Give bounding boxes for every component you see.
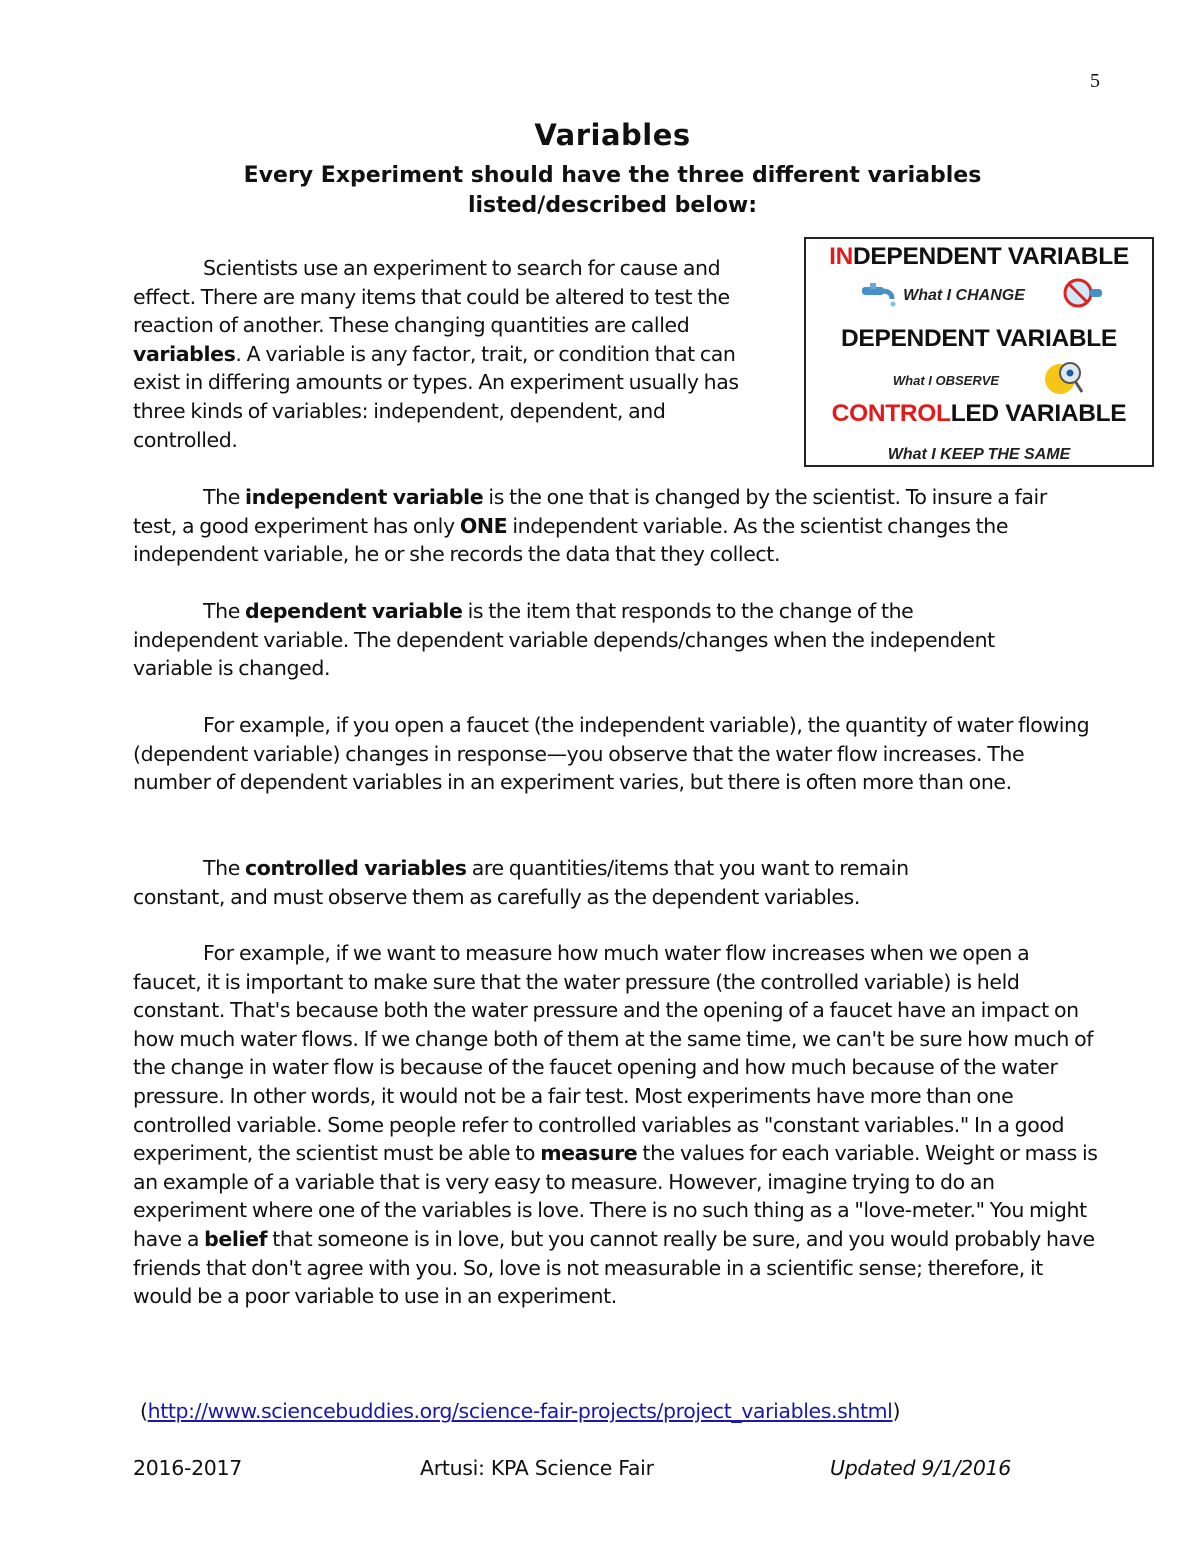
example-paragraph-2: [133, 939, 1098, 1311]
variables-infobox: [804, 237, 1154, 467]
example-2-text-2: the values for each variable. Weight or mass is an example of a variable that is very easy to measure. However, imagine trying to do an experiment where one of the variables is love. There is no such thing as a "love-meter." You might have a: [133, 1141, 1098, 1251]
example-2-bold-belief: belief: [204, 1226, 268, 1251]
independent-heading-red: IN: [829, 243, 853, 270]
intro-paragraph: [133, 254, 773, 454]
example-1-text: For example, if you open a faucet (the independent variable), the quantity of water flowing (dependent variable) changes in response—you observe that the water flow increases. The number of dependent variables in an experiment varies, but there is often more than one.: [133, 713, 1090, 795]
controlled-variable-heading: [806, 400, 1152, 428]
page-title: Variables: [534, 118, 691, 152]
footer-title: Artusi: KPA Science Fair: [420, 1456, 654, 1480]
citation: [140, 1399, 900, 1423]
footer-year: 2016-2017: [133, 1456, 243, 1480]
controlled-text-1: The: [203, 856, 246, 880]
independent-bold-one: ONE: [459, 513, 508, 538]
subtitle-line-2: listed/described below:: [467, 193, 758, 218]
magnifier-emoji-icon: [1042, 359, 1086, 397]
example-2-text-3: that someone is in love, but you cannot really be sure, and you would probably have friends that don't agree with you. So, love is not measurable in a scientific sense; therefore, it would be a poor variable to use in an experiment.: [133, 1226, 1095, 1309]
citation-close-paren: ): [892, 1399, 901, 1423]
page-number: 5: [1090, 70, 1100, 92]
no-symbol-icon: [1060, 277, 1106, 309]
independent-bold-term: independent variable: [245, 485, 484, 509]
independent-text-2: is the one that is changed by the scientist. To insure a fair test, a good experiment has only: [133, 485, 1047, 538]
source-link[interactable]: http://www.sciencebuddies.org/science-fair-projects/project_variables.shtml: [147, 1399, 893, 1423]
controlled-paragraph: [133, 854, 1003, 911]
controlled-heading-rest: LED VARIABLE: [950, 400, 1127, 427]
independent-variable-heading: [806, 243, 1152, 271]
citation-open-paren: (: [140, 1399, 148, 1423]
controlled-caption: What I KEEP THE SAME: [887, 446, 1071, 463]
dependent-variable-heading: DEPENDENT VARIABLE: [841, 325, 1117, 352]
independent-paragraph: [133, 483, 1093, 569]
intro-text-1: Scientists use an experiment to search for cause and effect. There are many items that could be altered to test the reaction of another. These changing quantities are called: [133, 256, 730, 338]
example-2-bold-measure: measure: [540, 1141, 638, 1166]
example-2-text-1: For example, if we want to measure how much water flow increases when we open a faucet, it is important to make sure that the water pressure (the controlled variable) is held constant. That's because both the water pressure and the opening of a faucet have an impact on how much water flows. If we change both of them at the same time, we can't be sure how much of the change in water flow is because of the faucet opening and how much because of the water pressure. In other words, it would not be a fair test. Most experiments have more than one controlled variable. Some people refer to controlled variables as "constant variables." In a good experiment, the scientist must be able to: [133, 941, 1094, 1166]
dependent-bold-term: dependent variable: [245, 599, 463, 623]
independent-text-1: The: [203, 485, 246, 509]
controlled-text-2: are quantities/items that you want to remain constant, and must observe them as carefully as the dependent variables.: [133, 856, 909, 909]
dependent-paragraph: [133, 597, 1023, 683]
dependent-text-2: is the item that responds to the change of the independent variable. The dependent variable depends/changes when the independent variable is changed.: [133, 599, 995, 681]
footer-updated: Updated 9/1/2016: [830, 1456, 1012, 1480]
independent-heading-rest: DEPENDENT VARIABLE: [852, 243, 1129, 270]
page-subtitle: [0, 161, 1200, 221]
dependent-text-1: The: [203, 599, 246, 623]
controlled-bold-term: controlled variables: [245, 856, 467, 880]
intro-text-2: . A variable is any factor, trait, or condition that can exist in differing amounts or types. An experiment usually has three kinds of variables: independent, dependent, and controlled.: [133, 341, 739, 452]
dependent-caption: What I OBSERVE: [892, 373, 1000, 388]
controlled-heading-red: CONTROL: [831, 400, 951, 427]
intro-bold-variables: variables: [133, 341, 236, 366]
subtitle-line-1: Every Experiment should have the three different variables: [243, 163, 982, 188]
independent-text-3: independent variable. As the scientist changes the independent variable, he or she records the data that they collect.: [133, 513, 1009, 567]
example-paragraph-1: [133, 711, 1098, 797]
independent-caption: What I CHANGE: [903, 287, 1025, 304]
